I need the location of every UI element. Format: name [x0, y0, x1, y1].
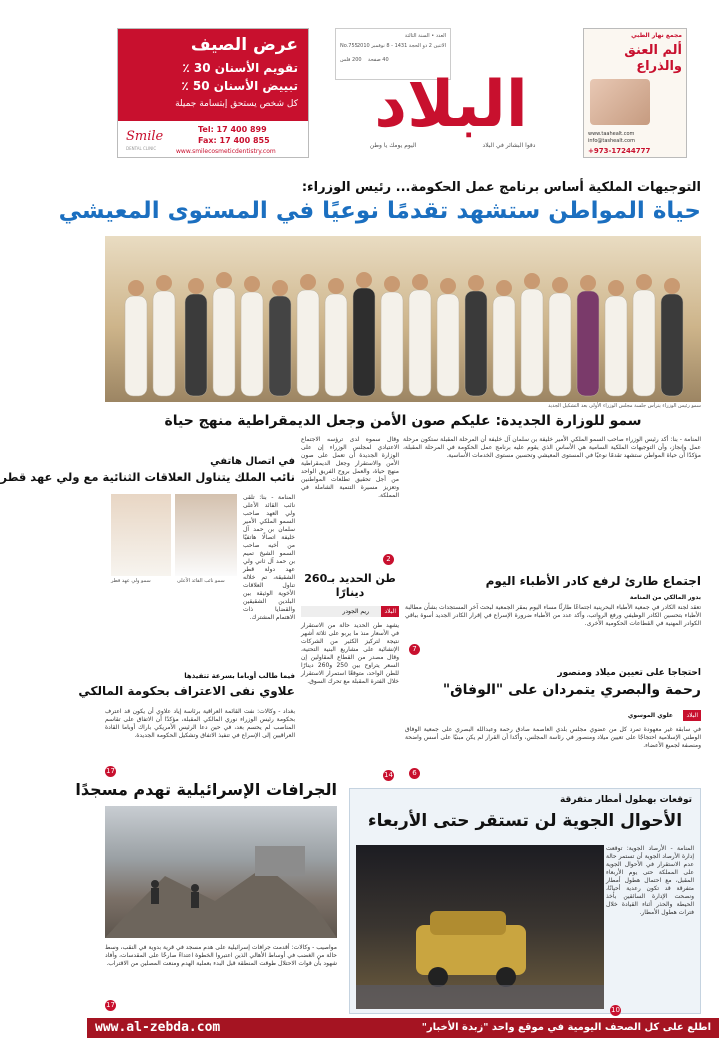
photo-qatar-crown-prince	[111, 494, 171, 576]
weather-kicker: توقعات بهطول أمطار متفرقة	[559, 795, 692, 805]
bulldozers-photo-scene	[105, 806, 337, 938]
masthead-tagline: اليوم يومك يا وطن	[369, 142, 417, 149]
phone-call-section	[0, 432, 295, 668]
wefaq-section	[405, 668, 701, 777]
price: 200 فلس	[340, 57, 362, 63]
logo-wordmark[interactable]: البلاد	[374, 68, 528, 142]
iron-body: يشهد طن الحديد حالة من الاستقرار في الأسعار منذ ما يربو على ثلاثة أشهر نتيجة لتركيز الكثير من الشركات الإنشائية على مشاريع البنية التحتية، وقال مصدر من القطاع المقاولين إن السعر يتراوح بين 250 و260 دينارًا للطن الواحد، متوقعًا استمرار الاستقرار خلال الفترة المقبلة مع تحرك السوق.	[301, 622, 400, 685]
date-line-1: العدد • السنة الثالثة	[404, 33, 446, 39]
phone-call-kicker: في اتصال هاتفي	[210, 456, 295, 467]
lead-photo	[105, 236, 701, 402]
wefaq-author: علوي الموسوي	[627, 712, 673, 719]
ad-smile-brand: Smile	[126, 129, 164, 144]
iron-author: ريم الجودر	[342, 608, 369, 615]
wefaq-headline[interactable]: رحمة والبصري يتمردان على "الوفاق"	[442, 682, 701, 698]
ad-smile-title: عرض الصيف	[190, 35, 298, 55]
bulldozers-ref: 17	[106, 1001, 115, 1009]
ad-clinic-web[interactable]: www.taahealt.com	[588, 131, 635, 137]
iraq-body: بغداد - وكالات: نفت القائمة العراقية برئاسة إياد علاوي أن يكون قد اعترف بحكومة رئيس الوزراء نوري المالكي المقبلة، مؤكدًا أن الاتفاق على تقاسم المناصب لم يحسم بعد، في حين دعا الرئيس الأمريكي باراك أوباما القادة العراقيين إلى الإسراع في تنفيذ الاتفاق وتشكيل الحكومة الجديدة.	[105, 708, 295, 739]
wefaq-byline	[541, 710, 701, 721]
ad-clinic[interactable]	[583, 28, 687, 158]
logo-block	[335, 26, 567, 149]
ad-smile-line3: كل شخص يستحق إبتسامة جميلة	[175, 99, 298, 109]
photo-bahrain-crown-prince	[175, 494, 237, 576]
footer-promo: اطلع على كل الصحف اليومية في موقع واحد "زبدة الأخبار"	[421, 1022, 711, 1033]
cap-qatar: سمو ولي عهد قطر	[111, 578, 151, 584]
iron-byline	[301, 606, 399, 617]
wefaq-kicker: احتجاجا على تعيين ميلاد ومنصور	[557, 668, 701, 678]
footer-url[interactable]: www.al-zebda.com	[95, 1020, 221, 1035]
second-headline[interactable]: سمو للوزارة الجديدة: عليكم صون الأمن وجعل الديمقراطية منهج حياة	[164, 413, 642, 429]
lead-headline[interactable]: حياة المواطن ستشهد تقدمًا نوعيًا في المستوى المعيشي	[58, 198, 701, 224]
weather-body: المنامة - الأرصاد الجوية: توقعت إدارة الأرصاد الجوية أن تستمر حالة عدم الاستقرار في الأحوال الجوية على المملكة حتى يوم الأربعاء المقبل، مع احتمال هطول أمطار متفرقة قد تكون رعدية أحيانًا، ونصحت الإدارة السائقين بأخذ الحيطة والحذر أثناء القيادة خلال فترات هطول الأمطار.	[606, 845, 694, 916]
iron-author-badge: البلاد	[381, 606, 399, 617]
weather-section	[349, 788, 701, 1014]
ad-clinic-image	[590, 79, 650, 125]
doctors-section	[405, 570, 701, 653]
ad-clinic-phone: +973-17244777	[588, 147, 651, 155]
iraq-section	[78, 668, 295, 778]
second-body-right: المنامة - بنا: أكد رئيس الوزراء صاحب السمو الملكي الأمير خليفة بن سلمان آل خليفة أن المرحلة المقبلة ستكون مرحلة عمل وإنجاز، وأن التوجيهات الملكية السامية هي الأساس الذي يقوم عليه برنامج عمل الحكومة في المرحلة المقبلة، مؤكدًا أن حياة المواطن ستشهد تقدمًا نوعيًا في المستوى المعيشي وتحسين مستوى الخدمات الأساسية.	[403, 436, 701, 459]
ad-smile-line2: تبييض الأسنان 50 ٪	[181, 79, 298, 93]
lead-photo-caption: سمو رئيس الوزراء يترأس جلسة مجلس الوزراء الأولى بعد التشكيل الجديد	[548, 403, 701, 409]
ad-clinic-title: ألم العنق والذراع	[624, 43, 682, 74]
ad-smile-tel: Tel: 17 400 899	[198, 125, 267, 134]
masthead-slogan: دقوا البشائر في البلاد	[482, 142, 536, 149]
doctors-author: بدور المالكي من المنامة	[629, 594, 701, 601]
second-ref: 2	[383, 546, 394, 565]
weather-photo	[356, 845, 604, 1009]
ad-smile-web[interactable]: www.smilecosmeticdentistry.com	[176, 148, 276, 155]
wefaq-body: في سابقة غير معهودة تمرد كل من عضوي مجلس بلدي العاصمة صادق رحمة وعبدالله البصري على جمعية الوفاق الوطني الإسلامية احتجاجًا على تعيين ميلاد ومنصور في رئاسة المجلس، وأكدا أن القرار لم يكن مبنيًا على أسس واضحة ومنصفة لجميع الأعضاء.	[405, 726, 701, 749]
lead-photo-figures	[105, 236, 701, 402]
weather-headline[interactable]: الأحوال الجوية لن تستقر حتى الأربعاء	[367, 811, 683, 831]
bulldozers-photo	[105, 806, 337, 938]
ad-smile-banner	[118, 29, 308, 121]
pages-count: 40 صفحة	[368, 57, 389, 63]
iron-section	[301, 566, 400, 779]
cap-bahrain: سمو نائب القائد الأعلى	[177, 578, 225, 584]
iron-headline[interactable]: طن الحديد بـ260 دينارًا	[304, 572, 396, 599]
lead-kicker: التوجيهات الملكية أساس برنامج عمل الحكومة... رئيس الوزراء:	[301, 180, 701, 195]
iraq-kicker: فيما طالب أوباما بسرعة تنفيذها	[184, 672, 295, 680]
ad-smile-fax: Fax: 17 400 855	[198, 136, 270, 145]
weather-ref: 10	[611, 1006, 620, 1014]
bulldozers-headline[interactable]: الجرافات الإسرائيلية تهدم مسجدًا	[75, 780, 337, 799]
doctors-body: تعقد لجنة الكادر في جمعية الأطباء البحرينية اجتماعًا طارئًا مساء اليوم بمقر الجمعية لبحث آخر المستجدات بشأن مطالبة الأطباء بتحسين الكادر الوظيفي ورفع الرواتب، وأكد عدد من الأطباء ضرورة الإسراع في إقرار الكادر الجديد أسوة بباقي الكوادر المهنية في القطاعات الحكومية الأخرى.	[405, 604, 701, 627]
ad-smile-brand-sub: DENTAL CLINIC	[126, 146, 157, 151]
ad-clinic-email[interactable]: info@tashealt.com	[588, 138, 635, 144]
weather-photo-scene	[356, 845, 604, 1009]
iraq-headline[interactable]: علاوي نفى الاعتراف بحكومة المالكي	[78, 684, 295, 698]
wefaq-author-badge: البلاد	[683, 710, 701, 721]
ad-smile-line1: تقويم الأسنان 30 ٪	[182, 61, 298, 75]
iraq-ref: 17	[106, 767, 115, 775]
iron-ref: 14	[384, 771, 393, 779]
second-body-left: وقال سموه لدى ترؤسه الاجتماع الاعتيادي لمجلس الوزراء إن على الوزارة الجديدة أن تعمل على صون الأمن والاستقرار وجعل الديمقراطية منهج حياة، والعمل بروح الفريق الواحد من أجل تحقيق تطلعات المواطنين وتعزيز مسيرة التنمية الشاملة في المملكة.	[301, 436, 399, 499]
phone-call-body: المنامة - بنا: تلقى نائب القائد الأعلى ولي العهد صاحب السمو الملكي الأمير سلمان بن حمد آل خليفة اتصالًا هاتفيًا من أخيه صاحب السمو الشيخ تميم بن حمد آل ثاني ولي عهد دولة قطر الشقيقة، تم خلاله تناول العلاقات الأخوية الوثيقة بين البلدين الشقيقين والقضايا ذات الاهتمام المشترك.	[243, 494, 295, 621]
date-line-2: الاثنين 2 ذو الحجة 1431 - 8 نوفمبر 2010	[356, 43, 446, 49]
phone-call-headline[interactable]: نائب الملك يتناول العلاقات الثنائية مع ولي عهد قطر	[0, 470, 295, 484]
ad-smile-clinic[interactable]	[117, 28, 309, 158]
doctors-ref: 7	[409, 636, 420, 655]
issue-number: No.755	[340, 43, 358, 49]
bulldozers-section	[75, 780, 337, 1010]
wefaq-ref: 6	[409, 760, 420, 779]
doctors-headline[interactable]: اجتماع طارئ لرفع كادر الأطباء اليوم	[485, 574, 701, 588]
footer-bar[interactable]	[87, 1018, 719, 1038]
ad-clinic-top: مجمع نهار الطبي	[631, 32, 682, 39]
masthead	[87, 0, 719, 170]
bulldozers-body: مواصيب - وكالات: أقدمت جرافات إسرائيلية على هدم مسجد في قرية بدوية في النقب، وسط حالة من الغضب في أوساط الأهالي الذين اعتبروا الخطوة اعتداءً صارخًا على المقدسات، وأفاد شهود بأن قوات الاحتلال طوقت المنطقة قبل البدء بعملية الهدم ومنعت المصلين من الاقتراب.	[105, 944, 337, 967]
